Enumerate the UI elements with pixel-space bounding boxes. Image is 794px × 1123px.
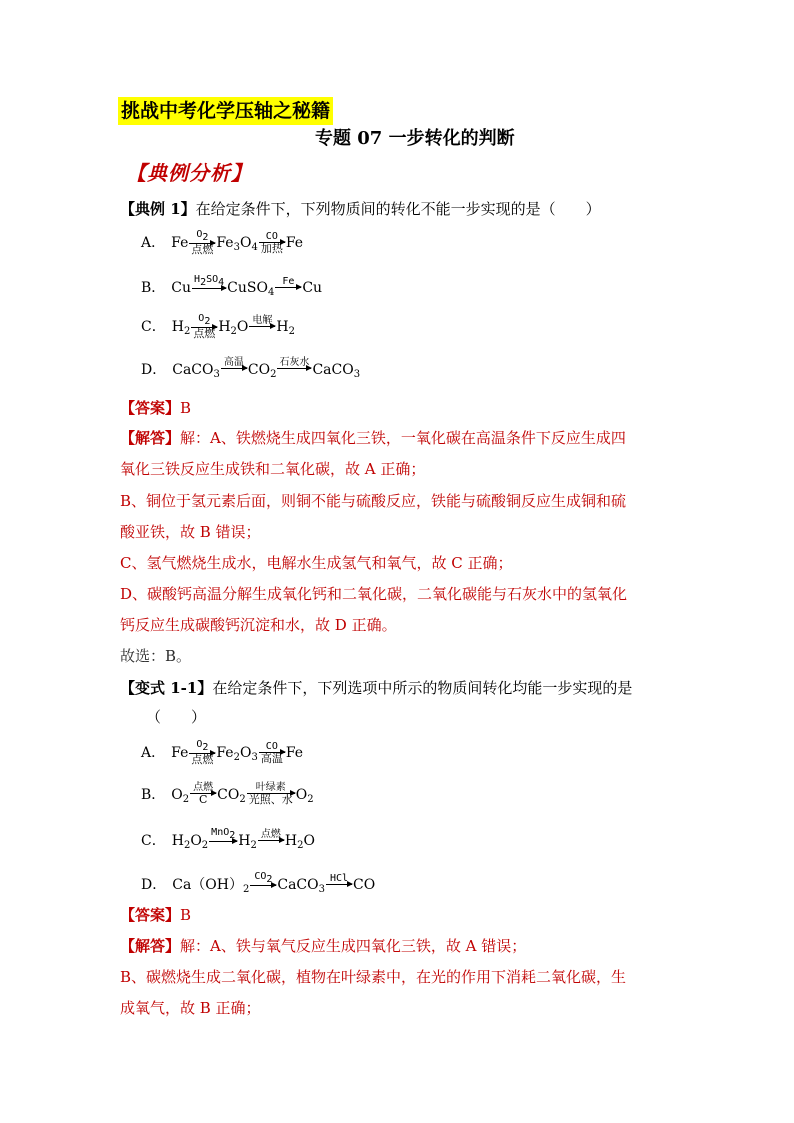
analysis-label: 【解答】 — [120, 937, 181, 955]
answer-label: 【答案】 — [120, 906, 181, 924]
example1-label: 【典例 1】 — [120, 200, 196, 218]
answer-label: 【答案】 — [120, 399, 181, 417]
arrow-line — [258, 840, 284, 841]
option-letter: C． — [141, 833, 166, 849]
chemical-formula: $H_2$ — [238, 833, 257, 851]
option-letter: C． — [141, 319, 166, 335]
analysis-line: 解：A、铁与氧气反应生成四氧化三铁，故 A 错误； — [180, 937, 527, 955]
answer-value: B — [180, 906, 192, 924]
reaction-arrow — [277, 357, 311, 380]
chemical-formula: $O_2$ — [196, 229, 209, 243]
chemical-formula: 电解 — [252, 314, 273, 326]
reaction-arrow — [192, 274, 226, 300]
chemical-formula: CaCO$_3$ — [312, 361, 361, 380]
arrow-line — [259, 242, 285, 243]
arrow-line — [326, 884, 352, 885]
chemical-formula: Fe — [171, 235, 189, 251]
analysis-line: 钙反应生成碳酸钙沉淀和水，故 D 正确。 — [120, 616, 397, 634]
arrow-line — [277, 368, 311, 369]
arrow-line — [250, 885, 276, 886]
chemical-formula: Fe — [282, 275, 295, 287]
chemical-formula: $H_2$ — [171, 319, 191, 337]
chemical-formula: Cu — [171, 280, 192, 296]
chemical-formula: $O_2$ — [198, 313, 211, 327]
chemical-formula: CuSO$_4$ — [227, 280, 275, 298]
reaction-arrow — [191, 313, 217, 339]
chemical-formula: $CO_2$ — [217, 786, 246, 805]
analysis-line: B、铜位于氢元素后面，则铜不能与硫酸反应，铁能与硫酸铜反应生成铜和硫 — [120, 492, 627, 510]
variant1-question-cont: （ ） — [146, 708, 207, 726]
example1-analysis — [120, 427, 626, 449]
reaction-arrow — [189, 739, 215, 765]
option-letter: A． — [141, 745, 166, 761]
arrow-condition-below — [267, 841, 275, 852]
chemical-formula: $O_2$ — [171, 786, 190, 805]
reaction-arrow — [250, 871, 276, 897]
arrow-condition-below: 点燃 — [191, 243, 214, 256]
arrow-condition-above — [196, 313, 212, 327]
arrow-condition-below: 光照、水 — [248, 793, 293, 806]
chemical-formula: HCl — [329, 872, 349, 884]
arrow-line — [247, 793, 295, 794]
analysis-line: 解：A、铁燃烧生成四氧化三铁，一氧化碳在高温条件下反应生成四 — [180, 429, 626, 447]
reaction-arrow — [275, 276, 301, 299]
variant1-label: 【变式 1-1】 — [120, 679, 213, 697]
option-letter: D． — [141, 361, 167, 378]
option-row — [141, 740, 303, 769]
chemical-formula: CaCO$_3$ — [172, 361, 220, 380]
chemical-formula: CaCO$_3$ — [277, 877, 325, 895]
topic-title: 专题 07 一步转化的判断 — [315, 128, 515, 149]
variant1-question-text: 在给定条件下，下列选项中所示的物质间转化均能一步实现的是 — [212, 679, 633, 697]
arrow-line — [221, 368, 247, 369]
example1-question — [120, 198, 601, 220]
arrow-line — [190, 793, 216, 794]
chemical-formula: 点燃 — [260, 828, 281, 840]
variant1-analysis — [120, 935, 526, 957]
chemical-formula: CO — [265, 230, 278, 242]
arrow-condition-below — [230, 369, 238, 380]
chemical-formula: MnO$_2$ — [211, 827, 236, 841]
option-row — [141, 314, 295, 343]
chemical-formula: $O_2$ — [196, 739, 209, 753]
option-row — [141, 783, 314, 811]
chemical-formula: 高温 — [223, 357, 244, 368]
arrow-line — [189, 243, 215, 244]
chemical-formula: $H_2O$ — [218, 319, 249, 337]
arrow-condition-below — [205, 289, 213, 300]
option-row — [141, 230, 303, 259]
analysis-line: B、碳燃烧生成二氧化碳，植物在叶绿素中，在光的作用下消耗二氧化碳，生 — [120, 968, 627, 986]
arrow-condition-above — [254, 782, 288, 793]
arrow-line — [192, 288, 226, 289]
chemical-formula: CO — [265, 740, 278, 752]
analysis-line: 氧化三铁反应生成铁和二氧化碳，故 A 正确； — [120, 460, 426, 478]
chemical-formula: $Ca(OH)_2$ — [172, 877, 250, 895]
arrow-line — [191, 327, 217, 328]
analysis-line: D、碳酸钙高温分解生成氧化钙和二氧化碳，二氧化碳能与石灰水中的氢氧化 — [120, 585, 628, 603]
chemical-formula: Cu — [302, 280, 323, 296]
reaction-arrow — [249, 315, 275, 338]
reaction-arrow — [189, 229, 215, 255]
arrow-condition-below: C — [198, 793, 208, 806]
chemical-formula: $H_2O_2$ — [171, 833, 209, 851]
variant1-answer — [120, 904, 191, 926]
example1-question-text: 在给定条件下，下列物质间的转化不能一步实现的是（ ） — [195, 200, 601, 218]
series-banner: 挑战中考化学压轴之秘籍 — [118, 97, 333, 125]
arrow-condition-above — [264, 231, 280, 242]
chemical-formula: 石灰水 — [279, 357, 310, 368]
analysis-line: 酸亚铁，故 B 错误； — [120, 523, 261, 541]
chemical-formula: $H_2O$ — [284, 833, 315, 851]
arrow-condition-below — [259, 327, 267, 338]
arrow-condition-below: 点燃 — [193, 327, 216, 340]
arrow-condition-below: 加热 — [260, 241, 283, 255]
option-row — [141, 872, 375, 901]
arrow-condition-below — [285, 288, 293, 299]
reaction-arrow — [247, 782, 295, 805]
chemical-formula: $H_2$ — [276, 319, 295, 337]
chemical-formula: $CO_2$ — [254, 871, 273, 885]
chemical-formula: $Fe_3O_4$ — [216, 235, 258, 253]
analysis-line: 成氧气，故 B 正确； — [120, 999, 261, 1017]
reaction-arrow — [259, 231, 285, 254]
arrow-condition-below — [291, 369, 299, 380]
chemical-formula: 点燃 — [193, 782, 214, 793]
chemical-formula: Fe — [285, 745, 304, 761]
reaction-arrow — [209, 827, 237, 853]
option-row — [141, 828, 315, 857]
reaction-arrow — [190, 782, 216, 805]
arrow-condition-above — [280, 276, 296, 287]
reaction-arrow — [221, 357, 247, 380]
arrow-line — [249, 326, 275, 327]
variant1-question — [120, 677, 632, 699]
arrow-line — [275, 287, 301, 288]
arrow-line — [209, 841, 237, 842]
chemical-formula: $H_2SO_4$ — [194, 274, 225, 288]
option-letter: B． — [141, 280, 166, 296]
option-letter: B． — [141, 786, 166, 803]
arrow-condition-below — [260, 886, 268, 897]
option-letter: D． — [141, 877, 167, 893]
arrow-condition-below: 高温 — [260, 751, 283, 765]
arrow-condition-below: 点燃 — [191, 753, 214, 766]
arrow-condition-below — [335, 885, 343, 896]
arrow-condition-above — [194, 229, 210, 243]
answer-value: B — [180, 399, 192, 417]
arrow-condition-above — [194, 739, 210, 753]
chemical-formula: Fe — [171, 745, 189, 761]
chemical-formula: $O_2$ — [295, 786, 314, 805]
analysis-line: C、氢气燃烧生成水，电解水生成氢气和氧气，故 C 正确； — [120, 554, 513, 572]
chemical-formula: Fe — [285, 235, 304, 251]
chemical-formula: $Fe_2O_3$ — [216, 745, 258, 763]
option-letter: A． — [141, 235, 166, 251]
chemical-formula: 叶绿素 — [255, 782, 286, 793]
option-row — [141, 275, 322, 304]
example1-answer — [120, 397, 191, 419]
arrow-line — [259, 752, 285, 753]
chemical-formula: $CO_2$ — [247, 361, 277, 380]
analysis-label: 【解答】 — [120, 429, 181, 447]
arrow-condition-below — [219, 842, 227, 853]
reaction-arrow — [258, 829, 284, 852]
reaction-arrow — [326, 873, 352, 896]
arrow-condition-above — [264, 741, 280, 752]
chemical-formula: CO — [352, 877, 376, 893]
analysis-conclusion: 故选：B。 — [120, 647, 192, 665]
reaction-arrow — [259, 741, 285, 764]
arrow-line — [189, 753, 215, 754]
section-heading: 【典例分析】 — [126, 161, 252, 185]
option-row — [141, 358, 360, 386]
